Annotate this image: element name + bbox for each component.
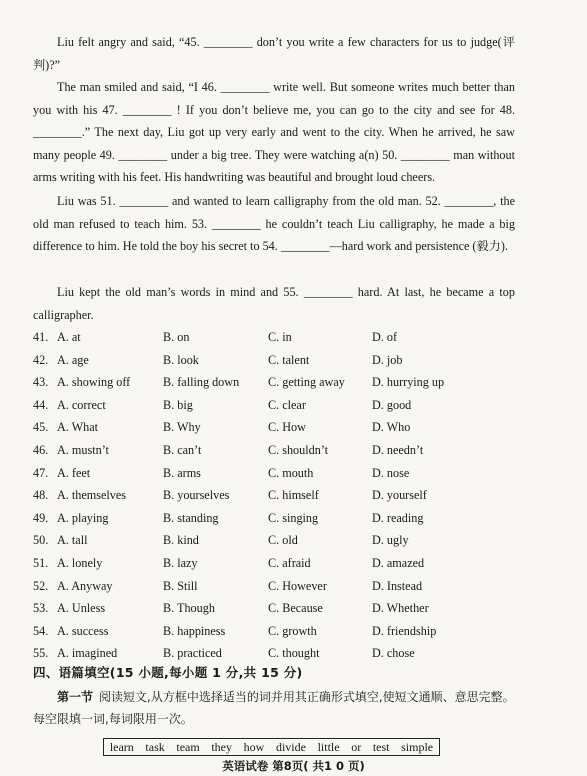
question-number: 52. [33, 578, 49, 593]
option-a: A. imagined [57, 646, 118, 661]
word-bank-item: or [351, 739, 362, 754]
option-b: B. arms [163, 465, 201, 480]
passage-paragraph-2: The man smiled and said, “I 46. ________ write well. But someone writes much better than you with his 47. ________ ! If you don’t believe me, you can go to the city and see for 48. ________.” The next day, Liu got up very early and went to the city. When he arrived, he saw many people 49. ________ under a big tree. They were watching a(n) 50. ________ man without arms writing with his feet. His handwriting was beautiful and brought loud cheers. [33, 80, 515, 185]
option-row [33, 326, 553, 349]
option-row [33, 439, 553, 462]
option-d: D. Who [372, 420, 411, 435]
option-d: D. friendship [372, 623, 437, 638]
option-row [33, 507, 553, 530]
option-a: A. Unless [57, 601, 106, 616]
question-number: 44. [33, 397, 49, 412]
answer-options [33, 326, 553, 665]
option-b: B. falling down [163, 375, 240, 390]
section-title: 四、语篇填空(15 小题,每小题 1 分,共 15 分) [33, 665, 303, 680]
option-row [33, 620, 553, 643]
option-b: B. on [163, 330, 190, 344]
word-bank-box [103, 738, 440, 756]
option-b: B. standing [163, 510, 219, 525]
question-number: 46. [33, 442, 49, 457]
question-number: 55. [33, 646, 49, 661]
option-c: C. getting away [268, 375, 345, 390]
question-number: 49. [33, 510, 49, 525]
word-bank-item: how [243, 739, 265, 754]
option-b: B. big [163, 397, 193, 412]
page-footer: 英语试卷 第8页( 共1 0 页) [222, 759, 365, 773]
option-row [33, 371, 553, 394]
option-d: D. good [372, 397, 412, 412]
option-b: B. kind [163, 533, 199, 548]
word-bank-item: task [145, 739, 165, 754]
option-d: D. reading [372, 510, 424, 525]
option-a: A. Anyway [57, 578, 113, 593]
option-a: A. themselves [57, 488, 127, 503]
option-a: A. mustn’t [57, 442, 109, 457]
option-b: B. practiced [163, 646, 222, 661]
option-b: B. yourselves [163, 488, 230, 503]
passage-paragraph-4: Liu kept the old man’s words in mind and 55. ________ hard. At last, he became a top calligrapher. [33, 285, 515, 322]
option-a: A. age [57, 352, 89, 367]
question-number: 51. [33, 555, 49, 570]
option-d: D. hurrying up [372, 375, 445, 390]
question-number: 47. [33, 465, 49, 480]
option-row [33, 552, 553, 575]
option-a: A. correct [57, 397, 106, 412]
option-b: B. lazy [163, 555, 198, 570]
option-a: A. tall [57, 533, 88, 548]
option-c: C. However [268, 578, 327, 593]
option-c: C. in [268, 330, 292, 344]
instruction-text: 阅读短文,从方框中选择适当的词并用其正确形式填空,使短文通顺、意思完整。每空限填一词,每词限用一次。 [33, 690, 515, 726]
option-c: C. shouldn’t [268, 442, 329, 457]
option-a: A. feet [57, 465, 91, 480]
word-bank-item: they [211, 739, 233, 754]
option-d: D. yourself [372, 488, 427, 503]
option-a: A. showing off [57, 375, 131, 390]
option-c: C. mouth [268, 465, 314, 480]
question-number: 43. [33, 375, 49, 390]
question-number: 50. [33, 533, 49, 548]
option-row [33, 349, 553, 372]
option-a: A. lonely [57, 555, 103, 570]
option-d: D. job [372, 352, 403, 367]
option-c: C. Because [268, 601, 323, 616]
option-d: D. chose [372, 646, 415, 661]
option-b: B. happiness [163, 623, 226, 638]
option-a: A. What [57, 420, 99, 435]
option-a: A. playing [57, 510, 109, 525]
option-row [33, 597, 553, 620]
option-c: C. singing [268, 510, 319, 525]
question-number: 45. [33, 420, 49, 435]
option-b: B. Though [163, 601, 215, 616]
option-c: C. growth [268, 623, 317, 638]
word-bank-item: test [372, 739, 390, 754]
option-row [33, 394, 553, 417]
option-c: C. clear [268, 397, 306, 412]
option-c: C. How [268, 420, 306, 435]
word-bank-item: little [317, 739, 340, 754]
option-b: B. Still [163, 578, 198, 593]
option-row [33, 575, 553, 598]
option-row [33, 642, 553, 665]
part-label: 第一节 [57, 690, 94, 704]
section-instruction [33, 686, 523, 730]
option-c: C. old [268, 533, 298, 548]
option-row [33, 529, 553, 552]
option-row [33, 484, 553, 507]
option-d: D. of [372, 330, 398, 344]
option-d: D. ugly [372, 533, 409, 548]
passage-paragraph-3: Liu was 51. ________ and wanted to learn calligraphy from the old man. 52. ________, the old man refused to teach him. 53. ________ he couldn’t teach Liu calligraphy, he made a big difference to him. He told the boy his secret to 54. ________—hard work and persistence (毅力). [33, 194, 515, 254]
option-b: B. look [163, 352, 199, 367]
passage-paragraph-1: Liu felt angry and said, “45. ________ don’t you write a few characters for us to judge(评判)?” [33, 35, 515, 72]
question-number: 42. [33, 352, 49, 367]
option-c: C. talent [268, 352, 310, 367]
question-number: 54. [33, 623, 49, 638]
option-row [33, 416, 553, 439]
question-number: 53. [33, 601, 49, 616]
option-a: A. at [57, 330, 81, 344]
option-d: D. needn’t [372, 442, 424, 457]
option-d: D. nose [372, 465, 410, 480]
word-bank-item: team [176, 739, 200, 754]
option-d: D. amazed [372, 555, 425, 570]
option-b: B. can’t [163, 442, 202, 457]
question-number: 41. [33, 330, 49, 344]
option-b: B. Why [163, 420, 201, 435]
option-row [33, 462, 553, 485]
option-a: A. success [57, 623, 109, 638]
option-c: C. himself [268, 488, 319, 503]
question-number: 48. [33, 488, 49, 503]
option-d: D. Whether [372, 601, 429, 616]
word-bank-item: simple [401, 739, 434, 754]
word-bank-item: divide [275, 739, 306, 754]
option-c: C. afraid [268, 555, 311, 570]
option-c: C. thought [268, 646, 320, 661]
word-bank-item: learn [109, 739, 134, 754]
option-d: D. Instead [372, 578, 423, 593]
